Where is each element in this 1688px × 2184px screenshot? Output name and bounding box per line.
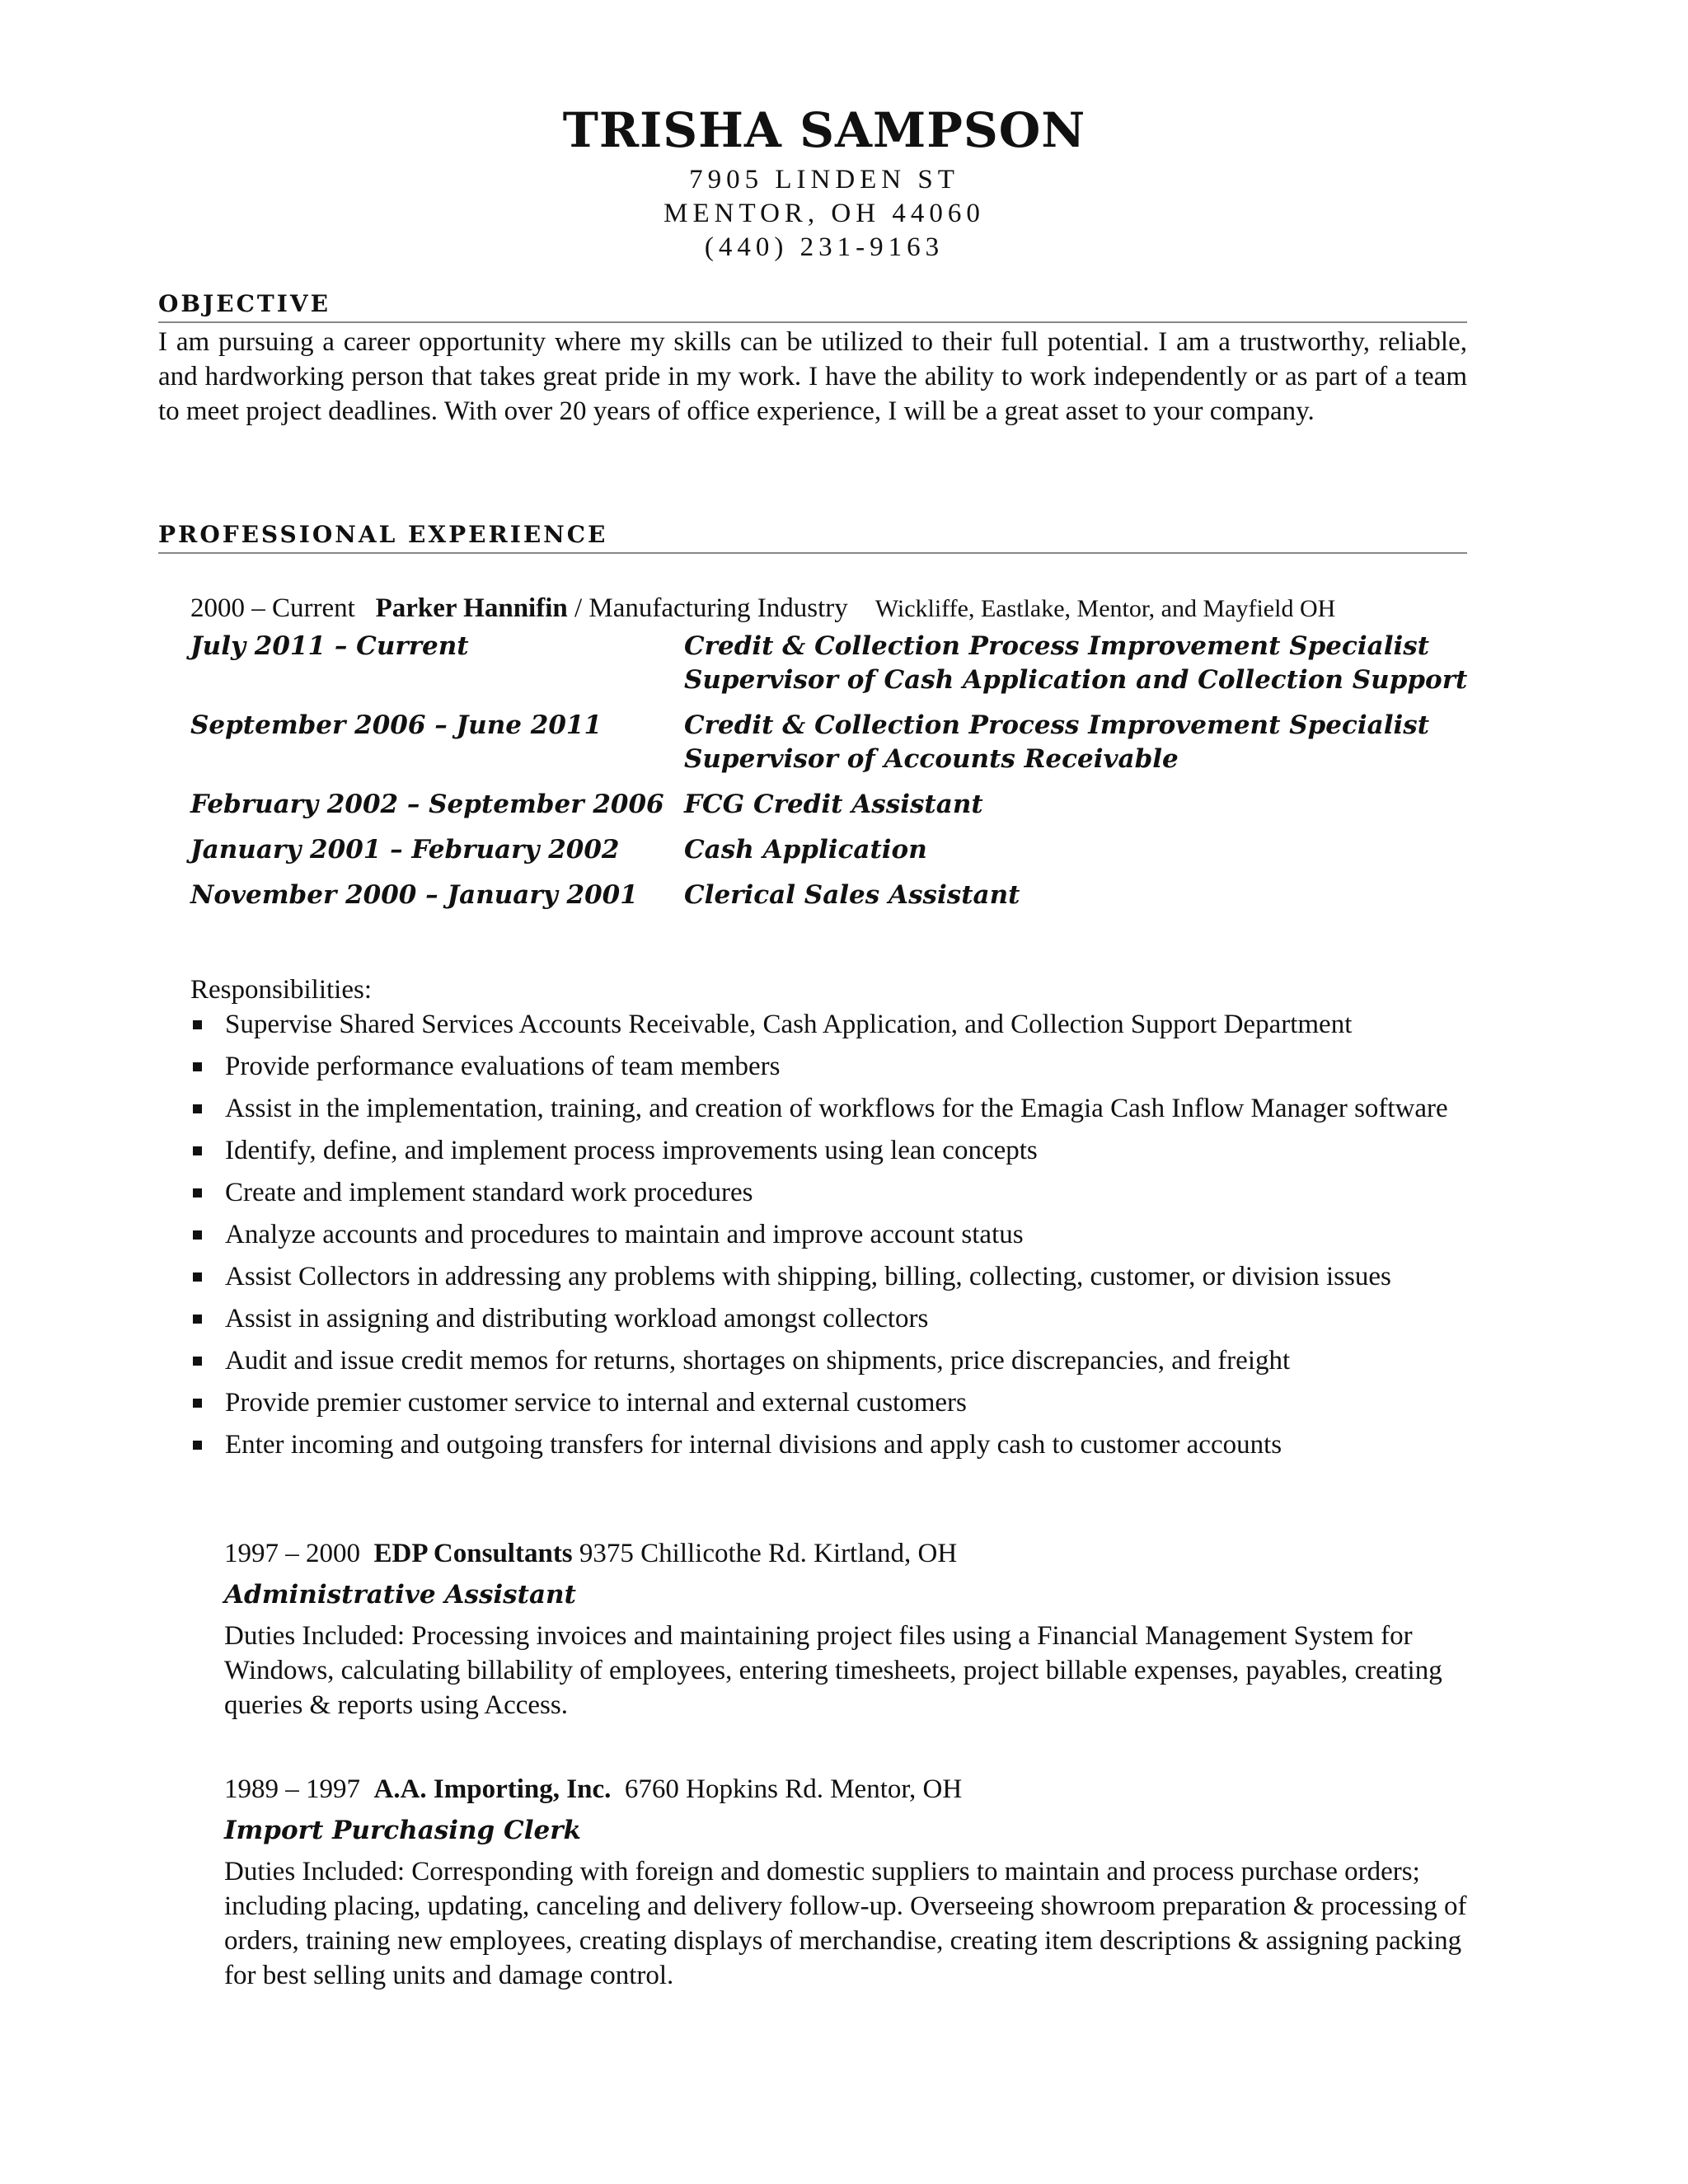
company-years: 1997 – 2000 — [224, 1539, 360, 1568]
bullet-icon — [193, 1441, 202, 1450]
address-city: MENTOR, OH 44060 — [663, 199, 985, 228]
position-title: Credit & Collection Process Improvement Specialist — [684, 631, 1430, 661]
phone-number: (440) 231-9163 — [704, 232, 945, 262]
company-locations: Wickliffe, Eastlake, Mentor, and Mayfield OH — [874, 595, 1336, 622]
bullet-icon — [193, 1315, 202, 1324]
position-dates: January 2001 – February 2002 — [190, 835, 620, 865]
position-dates: February 2002 – September 2006 — [190, 790, 664, 819]
position-title: Clerical Sales Assistant — [684, 880, 1020, 910]
bullet-icon — [193, 1357, 202, 1366]
list-item: Analyze accounts and procedures to maintain and improve account status — [190, 1217, 1476, 1252]
list-item: Supervise Shared Services Accounts Receivable, Cash Application, and Collection Support Department — [190, 1007, 1476, 1042]
position-dates: November 2000 – January 2001 — [190, 880, 638, 910]
list-item: Assist Collectors in addressing any problems with shipping, billing, collecting, customer, or division issues — [190, 1259, 1476, 1294]
bullet-icon — [193, 1188, 202, 1197]
resume-header — [0, 97, 1648, 265]
list-item: Identify, define, and implement process improvements using lean concepts — [190, 1133, 1476, 1168]
company-line-aa — [224, 1772, 1477, 1807]
position-title: FCG Credit Assistant — [684, 790, 983, 819]
experience-section — [158, 519, 1467, 554]
bullet-icon — [193, 1230, 202, 1240]
list-item: Assist in assigning and distributing workload amongst collectors — [190, 1301, 1476, 1336]
list-item: Create and implement standard work procedures — [190, 1175, 1476, 1210]
bullet-icon — [193, 1399, 202, 1408]
company-name: EDP Consultants — [373, 1539, 573, 1568]
candidate-name: TRISHA SAMPSON — [562, 102, 1086, 158]
objective-heading: OBJECTIVE — [158, 288, 1467, 323]
job-edp — [224, 1536, 1477, 1722]
bullet-icon — [193, 1146, 202, 1155]
list-item: Audit and issue credit memos for returns, shortages on shipments, price discrepancies, and freight — [190, 1343, 1476, 1378]
job-aa-importing — [224, 1772, 1477, 1993]
company-line-edp — [224, 1536, 1477, 1571]
company-address: 6760 Hopkins Rd. Mentor, OH — [624, 1774, 963, 1804]
objective-text: I am pursuing a career opportunity where my skills can be utilized to their full potential. I am a trustworthy, reliable, and hardworking person that takes great pride in my work. I have the ability to work independently or as part of a team to meet project deadlines. With over 20 years of office experience, I will be a great asset to your company. — [158, 327, 1467, 426]
address-street: 7905 LINDEN ST — [689, 165, 959, 194]
company-name: A.A. Importing, Inc. — [373, 1774, 612, 1804]
company-line-parker — [190, 591, 1335, 626]
position-title: Cash Application — [684, 835, 927, 865]
list-item: Provide premier customer service to internal and external customers — [190, 1385, 1476, 1420]
responsibilities-label: Responsibilities: — [190, 975, 373, 1005]
bullet-icon — [193, 1272, 202, 1282]
bullet-icon — [193, 1020, 202, 1029]
job-title: Import Purchasing Clerk — [224, 1816, 582, 1845]
bullet-icon — [193, 1062, 202, 1071]
list-item: Provide performance evaluations of team members — [190, 1049, 1476, 1084]
job-duties: Duties Included: Processing invoices and maintaining project files using a Financial Management System for Windows, calculating billability of employees, entering timesheets, project billable expenses, payables, creating queries & reports using Access. — [224, 1621, 1442, 1720]
position-dates: September 2006 – June 2011 — [190, 710, 603, 740]
responsibilities-list — [190, 1007, 1476, 1469]
objective-section — [158, 288, 1467, 429]
position-title: Supervisor of Cash Application and Collection Support — [684, 665, 1468, 695]
list-item: Assist in the implementation, training, and creation of workflows for the Emagia Cash Inflow Manager software — [190, 1091, 1476, 1126]
company-years: 2000 – Current — [190, 593, 355, 623]
job-duties: Duties Included: Corresponding with foreign and domestic suppliers to maintain and process purchase orders; including placing, updating, canceling and delivery follow-up. Overseeing showroom preparation & processing of orders, training new employees, creating displays of merchandise, creating item descriptions & assigning packing for best selling units and damage control. — [224, 1857, 1467, 1990]
position-dates: July 2011 – Current — [190, 631, 469, 661]
position-title: Credit & Collection Process Improvement Specialist — [684, 710, 1430, 740]
company-name: Parker Hannifin — [375, 593, 568, 623]
company-years: 1989 – 1997 — [224, 1774, 360, 1804]
bullet-icon — [193, 1104, 202, 1113]
experience-heading: PROFESSIONAL EXPERIENCE — [158, 519, 1467, 554]
company-industry: / Manufacturing Industry — [574, 593, 848, 623]
job-title: Administrative Assistant — [224, 1580, 576, 1610]
company-address: 9375 Chillicothe Rd. Kirtland, OH — [579, 1539, 958, 1568]
position-title: Supervisor of Accounts Receivable — [684, 744, 1179, 774]
list-item: Enter incoming and outgoing transfers for internal divisions and apply cash to customer accounts — [190, 1427, 1476, 1462]
